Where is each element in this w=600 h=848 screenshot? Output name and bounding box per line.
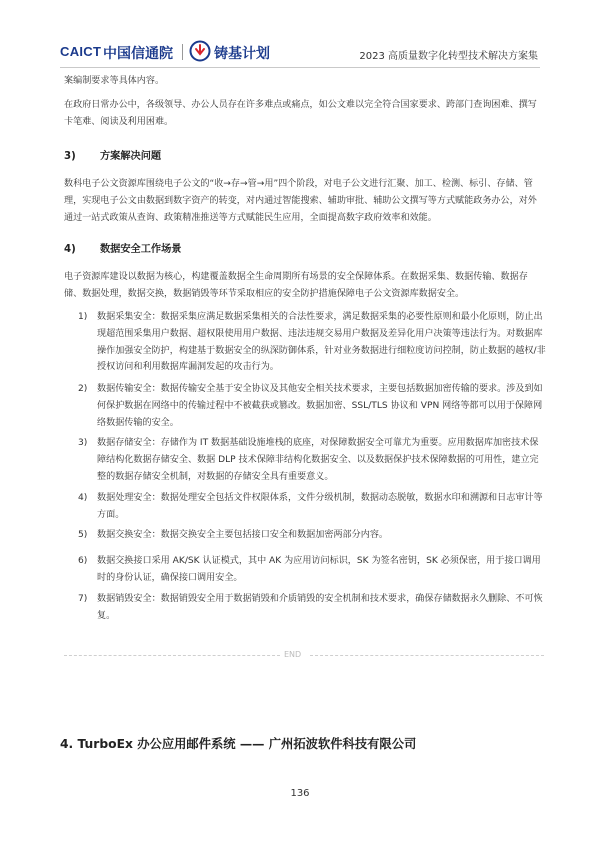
- list-item-text: 数据处理安全：数据处理安全包括文件权限体系，文件分级机制，数据动态脱敏，数据水印和溯源和日志审计等方面。: [97, 493, 543, 520]
- paragraph-office-pain-points: 在政府日常办公中，各级领导、办公人员存在许多难点或痛点，如公文难以完全符合国家要求、跨部门查询困难、撰写卡笔难、阅读及利用困难。: [64, 100, 537, 127]
- heading-number: 4): [64, 244, 76, 255]
- zhuji-logo-text: 铸基计划: [214, 46, 270, 62]
- section-title: 4. TurboEx 办公应用邮件系统 —— 广州拓波软件科技有限公司: [60, 737, 417, 751]
- heading-data-security: [64, 240, 182, 255]
- heading-problems-solved: [64, 147, 161, 162]
- list-item-text: 数据交换安全：数据交换安全主要包括接口安全和数据加密两部分内容。: [97, 530, 389, 540]
- paragraph-intro-tail: 案编制要求等具体内容。: [64, 76, 165, 86]
- paragraph-solution: 数科电子公文资源库围绕电子公文的“收→存→管→用”四个阶段，对电子公文进行汇聚、加工、检测、标引、存储、管理，实现电子公文由数据到数字资产的转变，对内通过智能搜索、辅助审批、辅助公文撰写等方式赋能政务办公，对外通过一站式政策从查询、政策精准推送等方式赋能民生应用，全面提高数字政府效率和效能。: [64, 179, 537, 223]
- list-item-text: 数据交换接口采用 AK/SK 认证模式，其中 AK 为应用访问标识，SK 为签名密钥，SK 必须保密，用于接口调用时的身份认证，确保接口调用安全。: [97, 556, 541, 583]
- heading-title: 数据安全工作场景: [100, 244, 182, 255]
- zhuji-emblem-icon: [189, 40, 211, 62]
- end-divider-left: [64, 655, 280, 656]
- page-header: [0, 0, 600, 72]
- list-item-number: 5): [78, 530, 88, 540]
- list-item-text: 数据传输安全：数据传输安全基于安全协议及其他安全相关技术要求，主要包括数据加密传输的要求。涉及到如何保护数据在网络中的传输过程中不被截获或篡改。数据加密、SSL/TLS 协议和 VPN 网络等都可以用于保障网络数据传输的安全。: [97, 384, 543, 428]
- document-title: 2023 高质量数字化转型技术解决方案集: [359, 51, 538, 62]
- list-item-number: 6): [78, 556, 88, 566]
- list-item-text: 数据采集安全：数据采集应满足数据采集相关的合法性要求，满足数据采集的必要性原则和最小化原则，防止出现超范围采集用户数据、超权限使用用户数据、违法违规交易用户数据及差异化用户决策等违法行为。对数据库操作加强安全防护，构建基于数据安全的纵深防御体系，针对业务数据进行细粒度访问控制，防止数据的越权/非授权访问和利用数据库漏洞发起的攻击行为。: [97, 312, 546, 373]
- logo-divider: [182, 44, 183, 60]
- heading-title: 方案解决问题: [100, 151, 162, 162]
- end-divider-right: [310, 655, 544, 656]
- list-item-number: 1): [78, 312, 88, 322]
- page-number: 136: [290, 788, 310, 799]
- caict-logo-cn: 中国信通院: [103, 46, 173, 62]
- list-item-number: 4): [78, 493, 88, 503]
- caict-logo-text: CAICT: [60, 44, 102, 59]
- list-item-number: 7): [78, 594, 88, 604]
- list-item-text: 数据销毁安全：数据销毁安全用于数据销毁和介质销毁的安全机制和技术要求，确保存储数据永久删除、不可恢复。: [97, 594, 543, 621]
- list-item-text: 数据存储安全：存储作为 IT 数据基础设施堆栈的底座，对保障数据安全可靠尤为重要。应用数据库加密技术保障结构化数据存储安全、数据 DLP 技术保障非结构化数据安全、以及数据保护技术保障数据的可用性，建立完整的数据存储安全机制，对数据的存储安全具有重要意义。: [97, 438, 539, 482]
- list-item-number: 2): [78, 384, 88, 394]
- header-divider: [60, 67, 540, 68]
- heading-number: 3): [64, 151, 76, 162]
- end-marker: [64, 650, 544, 660]
- paragraph-security-overview: 电子资源库建设以数据为核心，构建覆盖数据全生命周期所有场景的安全保障体系。在数据采集、数据传输、数据存储、数据处理，数据交换，数据销毁等环节采取相应的安全防护措施保障电子公文资源库数据安全。: [64, 272, 528, 299]
- end-label: END: [284, 650, 302, 659]
- list-item-number: 3): [78, 438, 88, 448]
